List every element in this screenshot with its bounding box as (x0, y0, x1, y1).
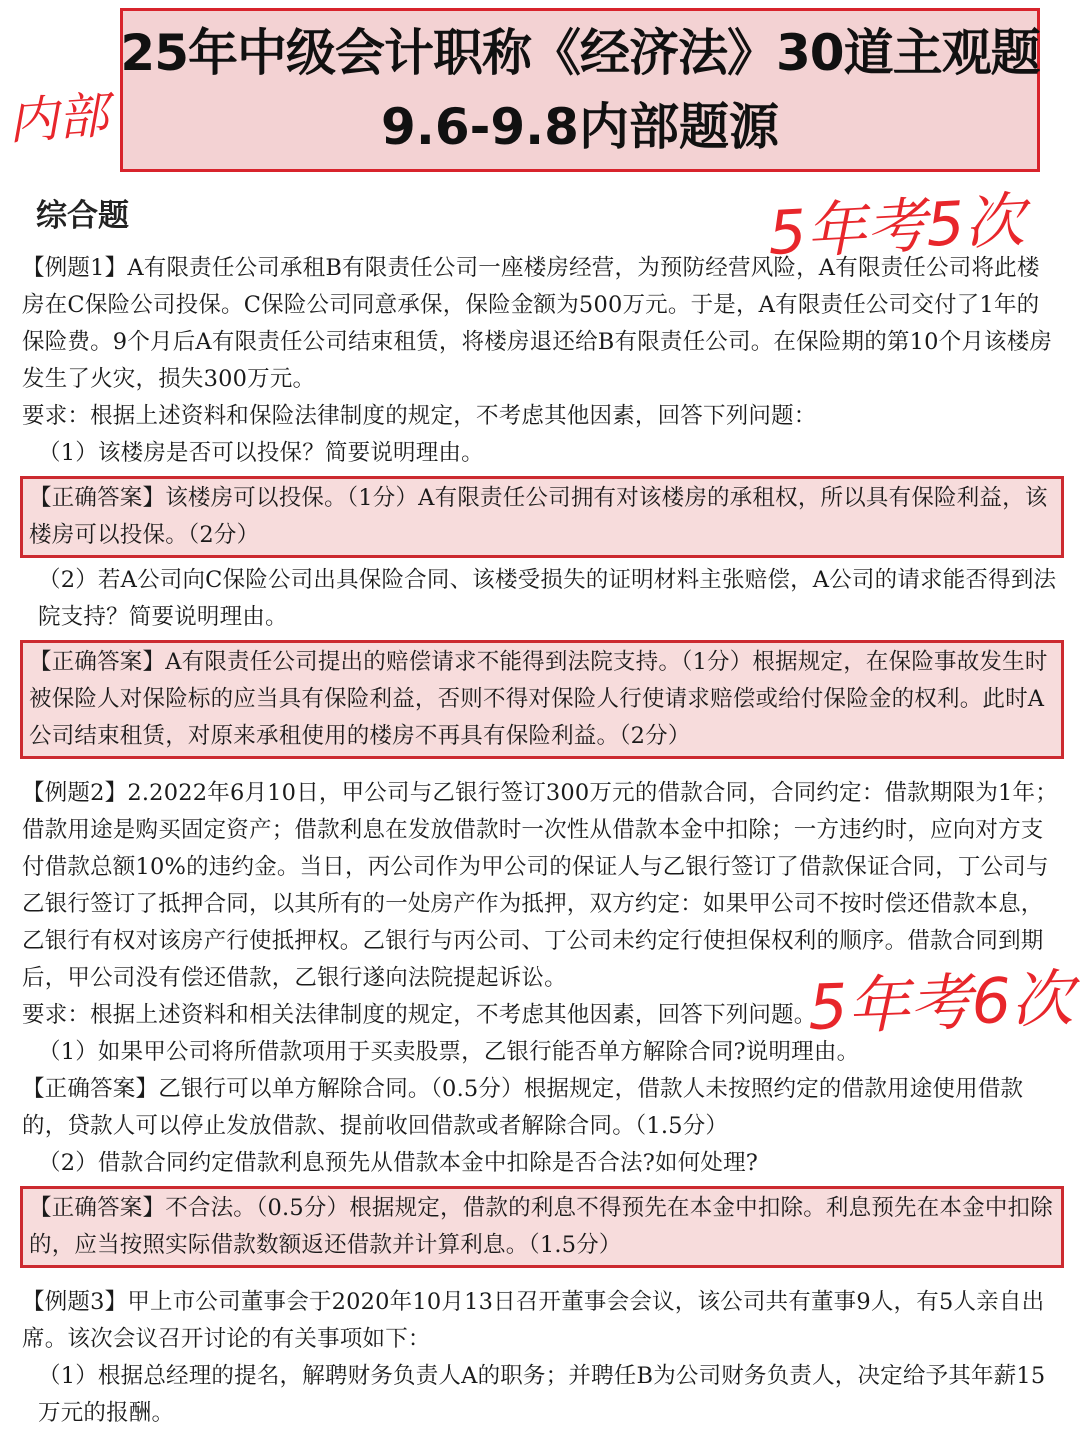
example2-requirement: 要求：根据上述资料和相关法律制度的规定，不考虑其他因素，回答下列问题。 (22, 1002, 817, 1028)
example1-answer1: 【正确答案】该楼房可以投保。（1分）A有限责任公司拥有对该楼房的承租权，所以具有保险利益，该楼房可以投保。（2分） (29, 485, 1048, 548)
example2-question2: （2）借款合同约定借款利息预先从借款本金中扣除是否合法?如何处理? (38, 1150, 759, 1176)
example2-question1: （1）如果甲公司将所借款项用于买卖股票，乙银行能否单方解除合同?说明理由。 (38, 1039, 860, 1065)
example2-answer2-box (20, 1186, 1064, 1268)
example1-answer2: 【正确答案】A有限责任公司提出的赔偿请求不能得到法院支持。（1分）根据规定，在保险事故发生时被保险人对保险标的应当具有保险利益，否则不得对保险人行使请求赔偿或给付保险金的权利。此时A公司结束租赁，对原来承租使用的楼房不再具有保险利益。（2分） (29, 649, 1048, 749)
example2-answer2: 【正确答案】不合法。（0.5分）根据规定，借款的利息不得预先在本金中扣除。利息预先在本金中扣除的，应当按照实际借款数额返还借款并计算利息。（1.5分） (29, 1195, 1053, 1258)
example1-question1: （1）该楼房是否可以投保？简要说明理由。 (38, 440, 484, 466)
example1-question2: （2）若A公司向C保险公司出具保险合同、该楼受损失的证明材料主张赔偿，A公司的请求能否得到法院支持？简要说明理由。 (38, 567, 1057, 630)
example1-answer2-box (20, 640, 1064, 759)
handwritten-note-1: 5年考5次 (766, 185, 1027, 269)
title-banner (120, 8, 1040, 172)
document-body (22, 250, 1062, 1432)
handwritten-note-2: 5年考6次 (806, 961, 1075, 1044)
page-subtitle: 9.6-9.8内部题源 (381, 98, 779, 156)
handwritten-internal-mark: 内部 (6, 86, 111, 151)
example1-answer1-box (20, 476, 1064, 558)
example1-requirement: 要求：根据上述资料和保险法律制度的规定，不考虑其他因素，回答下列问题： (22, 403, 817, 429)
example2-problem: 【例题2】2.2022年6月10日，甲公司与乙银行签订300万元的借款合同，合同约定：借款期限为1年；借款用途是购买固定资产；借款利息在发放借款时一次性从借款本金中扣除；一方违约时，应向对方支付借款总额10%的违约金。当日，丙公司作为甲公司的保证人与乙银行签订了借款保证合同，丁公司与乙银行签订了抵押合同，以其所有的一处房产作为抵押，双方约定：如果甲公司不按时偿还借款本息，乙银行有权对该房产行使抵押权。乙银行与丙公司、丁公司未约定行使担保权利的顺序。借款合同到期后，甲公司没有偿还借款，乙银行遂向法院提起诉讼。 (22, 780, 1058, 991)
example3-problem: 【例题3】甲上市公司董事会于2020年10月13日召开董事会会议，该公司共有董事9人，有5人亲自出席。该次会议召开讨论的有关事项如下： (22, 1289, 1045, 1352)
example1-problem: 【例题1】A有限责任公司承租B有限责任公司一座楼房经营，为预防经营风险，A有限责任公司将此楼房在C保险公司投保。C保险公司同意承保，保险金额为500万元。于是，A有限责任公司交付了1年的保险费。9个月后A有限责任公司结束租赁，将楼房退还给B有限责任公司。在保险期的第10个月该楼房发生了火灾，损失300万元。 (22, 255, 1053, 392)
example2-answer1: 【正确答案】乙银行可以单方解除合同。（0.5分）根据规定，借款人未按照约定的借款用途使用借款的，贷款人可以停止发放借款、提前收回借款或者解除合同。（1.5分） (22, 1076, 1024, 1139)
page-title: 25年中级会计职称《经济法》30道主观题 (120, 24, 1040, 82)
section-title: 综合题 (36, 198, 129, 234)
example3-item1: （1）根据总经理的提名，解聘财务负责人A的职务；并聘任B为公司财务负责人，决定给予其年薪15万元的报酬。 (38, 1363, 1046, 1426)
